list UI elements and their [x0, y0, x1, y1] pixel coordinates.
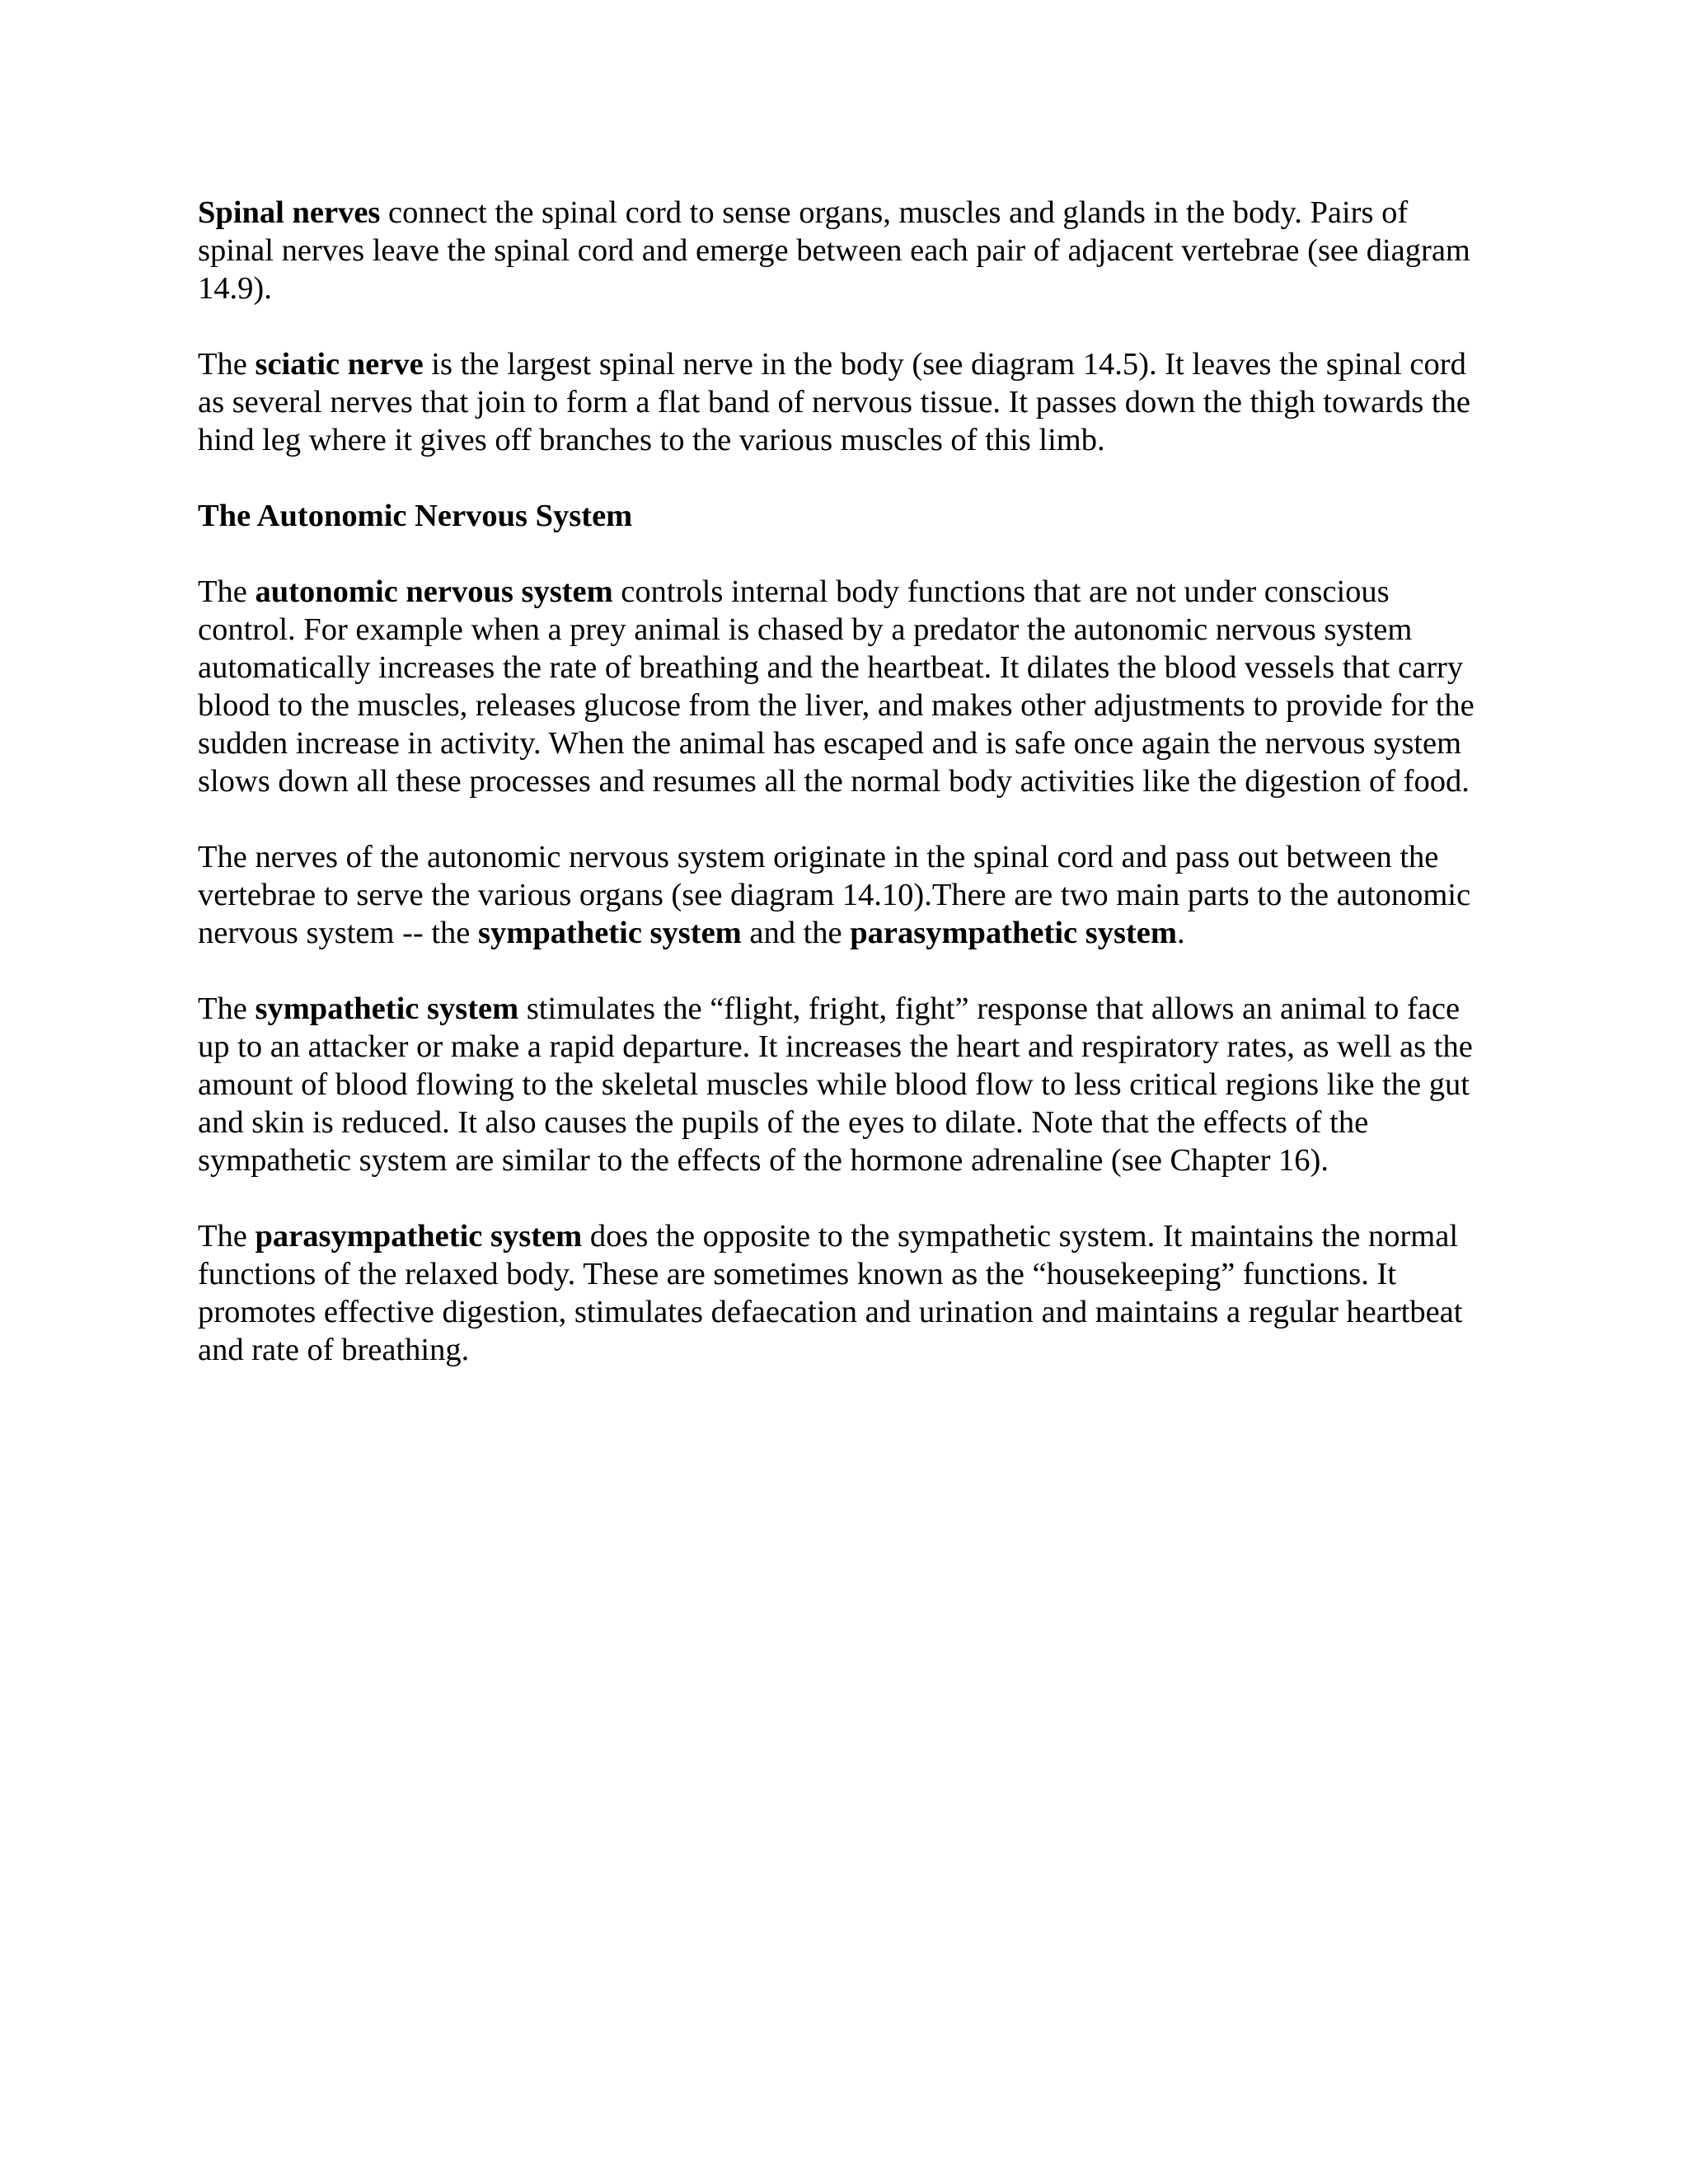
- paragraph-text: The: [198, 347, 256, 382]
- paragraph-autonomic-system: [198, 573, 1484, 800]
- paragraph-autonomic-origin: [198, 838, 1484, 952]
- term-parasympathetic-system: parasympathetic system: [850, 916, 1177, 950]
- section-heading: The Autonomic Nervous System: [198, 499, 633, 533]
- paragraph-text: controls internal body functions that are not under conscious control. For example when a prey animal is chased by a predator the autonomic nervous system automatically increases the rate of breathing and the heartbeat. It dilates the blood vessels that carry blood to the muscles, releases glucose from the liver, and makes other adjustments to provide for the sudden increase in activity. When the animal has escaped and is safe once again the nervous system slows down all these processes and resumes all the normal body activities like the digestion of food.: [198, 574, 1475, 799]
- paragraph-text: The: [198, 991, 256, 1026]
- paragraph-text: The: [198, 1219, 256, 1254]
- paragraph-spinal-nerves: [198, 194, 1484, 307]
- term-spinal-nerves: Spinal nerves: [198, 195, 381, 230]
- paragraph-text: connect the spinal cord to sense organs, muscles and glands in the body. Pairs of spinal nerves leave the spinal cord and emerge between each pair of adjacent vertebrae (see diagram 14.9).: [198, 195, 1470, 306]
- paragraph-text: does the opposite to the sympathetic system. It maintains the normal functions of the relaxed body. These are sometimes known as the “housekeeping” functions. It promotes effective digestion, stimulates defaecation and urination and maintains a regular heartbeat and rate of breathing.: [198, 1219, 1463, 1367]
- term-autonomic-nervous-system: autonomic nervous system: [255, 574, 613, 609]
- paragraph-text: is the largest spinal nerve in the body (see diagram 14.5). It leaves the spinal cord as several nerves that join to form a flat band of nervous tissue. It passes down the thigh towards the hind leg where it gives off branches to the various muscles of this limb.: [198, 347, 1470, 457]
- paragraph-text: stimulates the “flight, fright, fight” response that allows an animal to face up to an attacker or make a rapid departure. It increases the heart and respiratory rates, as well as the amount of blood flowing to the skeletal muscles while blood flow to less critical regions like the gut and skin is reduced. It also causes the pupils of the eyes to dilate. Note that the effects of the sympathetic system are similar to the effects of the hormone adrenaline (see Chapter 16).: [198, 991, 1473, 1178]
- term-sympathetic-system: sympathetic system: [478, 916, 742, 950]
- term-sympathetic-system: sympathetic system: [255, 991, 519, 1026]
- paragraph-sciatic-nerve: [198, 345, 1484, 459]
- page-content: [198, 194, 1484, 1407]
- term-parasympathetic-system: parasympathetic system: [255, 1219, 583, 1254]
- paragraph-text: The: [198, 574, 256, 609]
- term-sciatic-nerve: sciatic nerve: [255, 347, 424, 382]
- paragraph-text: The nerves of the autonomic nervous system originate in the spinal cord and pass out between the vertebrae to serve the various organs (see diagram 14.10).There are two main parts to the autonomic nervous system -- the: [198, 840, 1471, 950]
- paragraph-parasympathetic-system: [198, 1217, 1484, 1369]
- paragraph-text: and the: [741, 916, 851, 950]
- paragraph-sympathetic-system: [198, 990, 1484, 1179]
- paragraph-text: .: [1176, 916, 1185, 950]
